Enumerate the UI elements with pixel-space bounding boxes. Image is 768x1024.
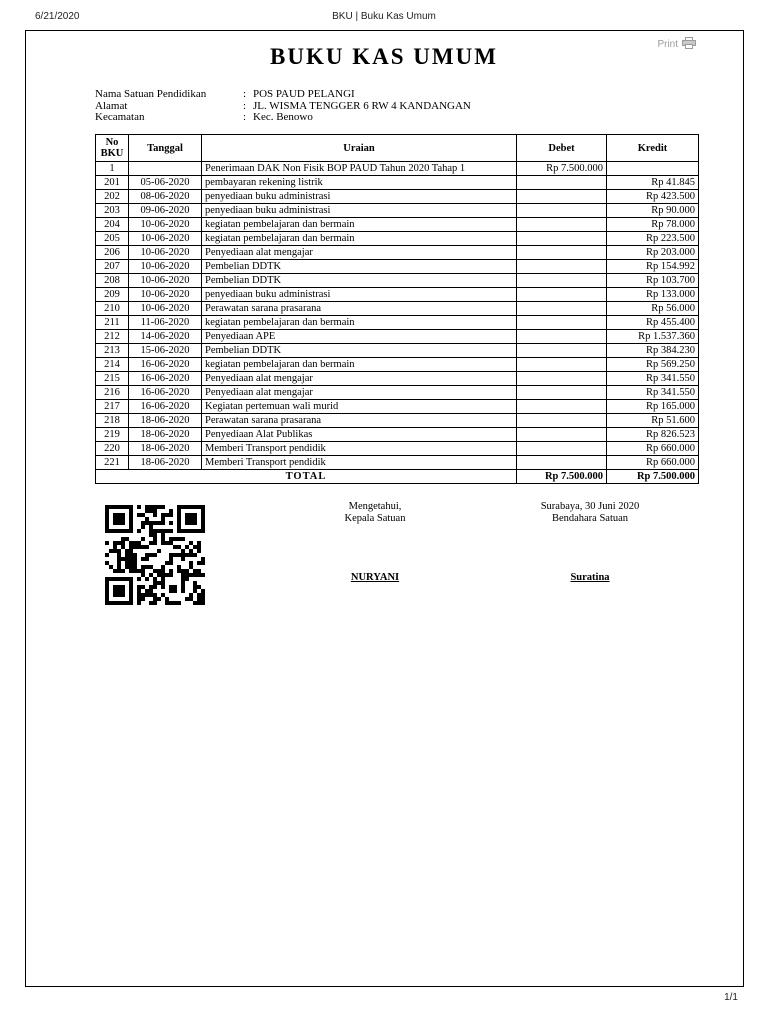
cell-tanggal: 16-06-2020 — [129, 400, 202, 414]
document-title: BUKU KAS UMUM — [270, 44, 498, 69]
table-row — [96, 302, 699, 316]
cell-no: 213 — [96, 344, 129, 358]
cell-uraian: penyediaan buku administrasi — [202, 204, 517, 218]
header-debet: Debet — [517, 135, 607, 162]
table-row — [96, 442, 699, 456]
info-separator: : — [243, 99, 247, 112]
cell-no: 201 — [96, 176, 129, 190]
cell-no: 216 — [96, 386, 129, 400]
cell-tanggal: 10-06-2020 — [129, 232, 202, 246]
cell-kredit: Rp 154.992 — [607, 260, 699, 274]
cell-uraian: Penerimaan DAK Non Fisik BOP PAUD Tahun 2020 Tahap 1 — [202, 162, 517, 176]
cell-kredit: Rp 223.500 — [607, 232, 699, 246]
table-header-row — [96, 135, 699, 162]
cell-kredit: Rp 133.000 — [607, 288, 699, 302]
cell-tanggal: 10-06-2020 — [129, 218, 202, 232]
cell-tanggal: 18-06-2020 — [129, 428, 202, 442]
cell-no: 214 — [96, 358, 129, 372]
cell-debet — [517, 414, 607, 428]
cell-debet — [517, 442, 607, 456]
qr-code — [105, 505, 209, 609]
cell-uraian: kegiatan pembelajaran dan bermain — [202, 358, 517, 372]
cell-uraian: kegiatan pembelajaran dan bermain — [202, 232, 517, 246]
table-row — [96, 316, 699, 330]
cell-uraian: pembayaran rekening listrik — [202, 176, 517, 190]
cell-tanggal: 14-06-2020 — [129, 330, 202, 344]
table-row — [96, 204, 699, 218]
cell-debet — [517, 204, 607, 218]
signature-left-line1: Mengetahui, — [348, 501, 402, 512]
cell-debet — [517, 386, 607, 400]
info-value: POS PAUD PELANGI — [253, 88, 355, 100]
table-total-row — [96, 470, 699, 484]
cell-tanggal: 10-06-2020 — [129, 260, 202, 274]
info-separator: : — [243, 88, 247, 100]
total-label: TOTAL — [96, 470, 517, 484]
cell-uraian: Pembelian DDTK — [202, 344, 517, 358]
cell-debet — [517, 344, 607, 358]
cell-uraian: Penyediaan APE — [202, 330, 517, 344]
cell-tanggal: 15-06-2020 — [129, 344, 202, 358]
cell-no: 218 — [96, 414, 129, 428]
table-row — [96, 400, 699, 414]
cell-no: 207 — [96, 260, 129, 274]
cell-kredit: Rp 41.845 — [607, 176, 699, 190]
cell-uraian: Perawatan sarana prasarana — [202, 414, 517, 428]
cell-kredit: Rp 90.000 — [607, 204, 699, 218]
total-kredit: Rp 7.500.000 — [607, 470, 699, 484]
cell-uraian: Memberi Transport pendidik — [202, 456, 517, 470]
cell-kredit: Rp 423.500 — [607, 190, 699, 204]
total-debet: Rp 7.500.000 — [517, 470, 607, 484]
cell-uraian: kegiatan pembelajaran dan bermain — [202, 218, 517, 232]
signature-name-right: Suratina — [570, 572, 610, 583]
cell-tanggal: 08-06-2020 — [129, 190, 202, 204]
cell-kredit: Rp 1.537.360 — [607, 330, 699, 344]
info-value: Kec. Benowo — [253, 111, 313, 123]
table-row — [96, 358, 699, 372]
cell-tanggal: 11-06-2020 — [129, 316, 202, 330]
cell-no: 217 — [96, 400, 129, 414]
cell-debet — [517, 232, 607, 246]
signature-right-line2: Bendahara Satuan — [551, 513, 629, 524]
cell-no: 203 — [96, 204, 129, 218]
table-row — [96, 456, 699, 470]
cell-no: 211 — [96, 316, 129, 330]
cell-debet — [517, 316, 607, 330]
header-tanggal: Tanggal — [129, 135, 202, 162]
info-label: Kecamatan — [95, 111, 145, 123]
cell-debet — [517, 218, 607, 232]
cell-kredit: Rp 826.523 — [607, 428, 699, 442]
cell-no: 212 — [96, 330, 129, 344]
cell-debet — [517, 274, 607, 288]
cell-kredit: Rp 165.000 — [607, 400, 699, 414]
cell-tanggal: 18-06-2020 — [129, 442, 202, 456]
header-no-bku: No BKU — [96, 135, 129, 162]
cell-no: 205 — [96, 232, 129, 246]
cell-tanggal: 10-06-2020 — [129, 246, 202, 260]
signature-block-left — [285, 501, 465, 525]
cell-kredit: Rp 51.600 — [607, 414, 699, 428]
cell-debet — [517, 428, 607, 442]
table-row — [96, 372, 699, 386]
cell-tanggal: 18-06-2020 — [129, 456, 202, 470]
header-kredit: Kredit — [607, 135, 699, 162]
table-row — [96, 274, 699, 288]
cell-tanggal: 10-06-2020 — [129, 288, 202, 302]
info-row-nama — [95, 89, 471, 101]
cell-debet — [517, 288, 607, 302]
table-row — [96, 428, 699, 442]
cell-tanggal: 09-06-2020 — [129, 204, 202, 218]
table-row — [96, 260, 699, 274]
cell-kredit: Rp 455.400 — [607, 316, 699, 330]
browser-print-title: BKU | Buku Kas Umum — [332, 11, 436, 22]
cell-kredit: Rp 660.000 — [607, 442, 699, 456]
cell-debet — [517, 456, 607, 470]
cell-debet — [517, 176, 607, 190]
cell-debet — [517, 330, 607, 344]
cell-uraian: Penyediaan alat mengajar — [202, 386, 517, 400]
cell-tanggal: 10-06-2020 — [129, 274, 202, 288]
table-row — [96, 344, 699, 358]
cell-debet — [517, 302, 607, 316]
cell-no: 219 — [96, 428, 129, 442]
cell-tanggal: 16-06-2020 — [129, 386, 202, 400]
cell-no: 210 — [96, 302, 129, 316]
cell-uraian: Kegiatan pertemuan wali murid — [202, 400, 517, 414]
cell-no: 204 — [96, 218, 129, 232]
cell-no: 1 — [96, 162, 129, 176]
cell-tanggal: 18-06-2020 — [129, 414, 202, 428]
table-row — [96, 414, 699, 428]
table-row — [96, 190, 699, 204]
info-row-kecamatan — [95, 112, 471, 124]
table-row — [96, 162, 699, 176]
cell-no: 221 — [96, 456, 129, 470]
cell-uraian: Perawatan sarana prasarana — [202, 302, 517, 316]
cell-tanggal: 10-06-2020 — [129, 302, 202, 316]
bku-table — [95, 134, 699, 484]
info-separator: : — [243, 111, 247, 123]
page-number: 1/1 — [724, 992, 738, 1003]
cell-kredit: Rp 660.000 — [607, 456, 699, 470]
cell-kredit: Rp 384.230 — [607, 344, 699, 358]
cell-kredit — [607, 162, 699, 176]
cell-tanggal — [129, 162, 202, 176]
cell-no: 206 — [96, 246, 129, 260]
info-label: Alamat — [95, 99, 128, 112]
cell-no: 209 — [96, 288, 129, 302]
info-block — [95, 89, 471, 124]
cell-debet — [517, 190, 607, 204]
cell-tanggal: 05-06-2020 — [129, 176, 202, 190]
cell-kredit: Rp 103.700 — [607, 274, 699, 288]
cell-tanggal: 16-06-2020 — [129, 372, 202, 386]
table-row — [96, 288, 699, 302]
table-row — [96, 176, 699, 190]
signature-left-line2: Kepala Satuan — [344, 513, 406, 524]
signature-block-right — [500, 501, 680, 525]
info-value: JL. WISMA TENGGER 6 RW 4 KANDANGAN — [253, 99, 471, 112]
cell-kredit: Rp 569.250 — [607, 358, 699, 372]
cell-no: 215 — [96, 372, 129, 386]
cell-debet — [517, 246, 607, 260]
cell-no: 202 — [96, 190, 129, 204]
cell-kredit: Rp 56.000 — [607, 302, 699, 316]
cell-debet — [517, 260, 607, 274]
cell-uraian: penyediaan buku administrasi — [202, 288, 517, 302]
cell-kredit: Rp 341.550 — [607, 372, 699, 386]
cell-uraian: penyediaan buku administrasi — [202, 190, 517, 204]
cell-debet: Rp 7.500.000 — [517, 162, 607, 176]
browser-print-date: 6/21/2020 — [35, 11, 80, 22]
table-row — [96, 232, 699, 246]
cell-no: 208 — [96, 274, 129, 288]
bku-table-body — [96, 162, 699, 470]
cell-uraian: kegiatan pembelajaran dan bermain — [202, 316, 517, 330]
print-label: Print — [657, 39, 678, 50]
cell-uraian: Penyediaan alat mengajar — [202, 246, 517, 260]
header-uraian: Uraian — [202, 135, 517, 162]
cell-uraian: Penyediaan Alat Publikas — [202, 428, 517, 442]
table-row — [96, 386, 699, 400]
cell-debet — [517, 372, 607, 386]
cell-uraian: Pembelian DDTK — [202, 274, 517, 288]
cell-kredit: Rp 203.000 — [607, 246, 699, 260]
signature-right-line1: Surabaya, 30 Juni 2020 — [540, 501, 640, 512]
cell-debet — [517, 400, 607, 414]
cell-uraian: Memberi Transport pendidik — [202, 442, 517, 456]
cell-uraian: Penyediaan alat mengajar — [202, 372, 517, 386]
cell-no: 220 — [96, 442, 129, 456]
table-row — [96, 246, 699, 260]
cell-debet — [517, 358, 607, 372]
cell-tanggal: 16-06-2020 — [129, 358, 202, 372]
info-label: Nama Satuan Pendidikan — [95, 88, 207, 100]
table-row — [96, 330, 699, 344]
cell-kredit: Rp 78.000 — [607, 218, 699, 232]
cell-uraian: Pembelian DDTK — [202, 260, 517, 274]
cell-kredit: Rp 341.550 — [607, 386, 699, 400]
table-row — [96, 218, 699, 232]
signature-name-left: NURYANI — [350, 572, 400, 583]
